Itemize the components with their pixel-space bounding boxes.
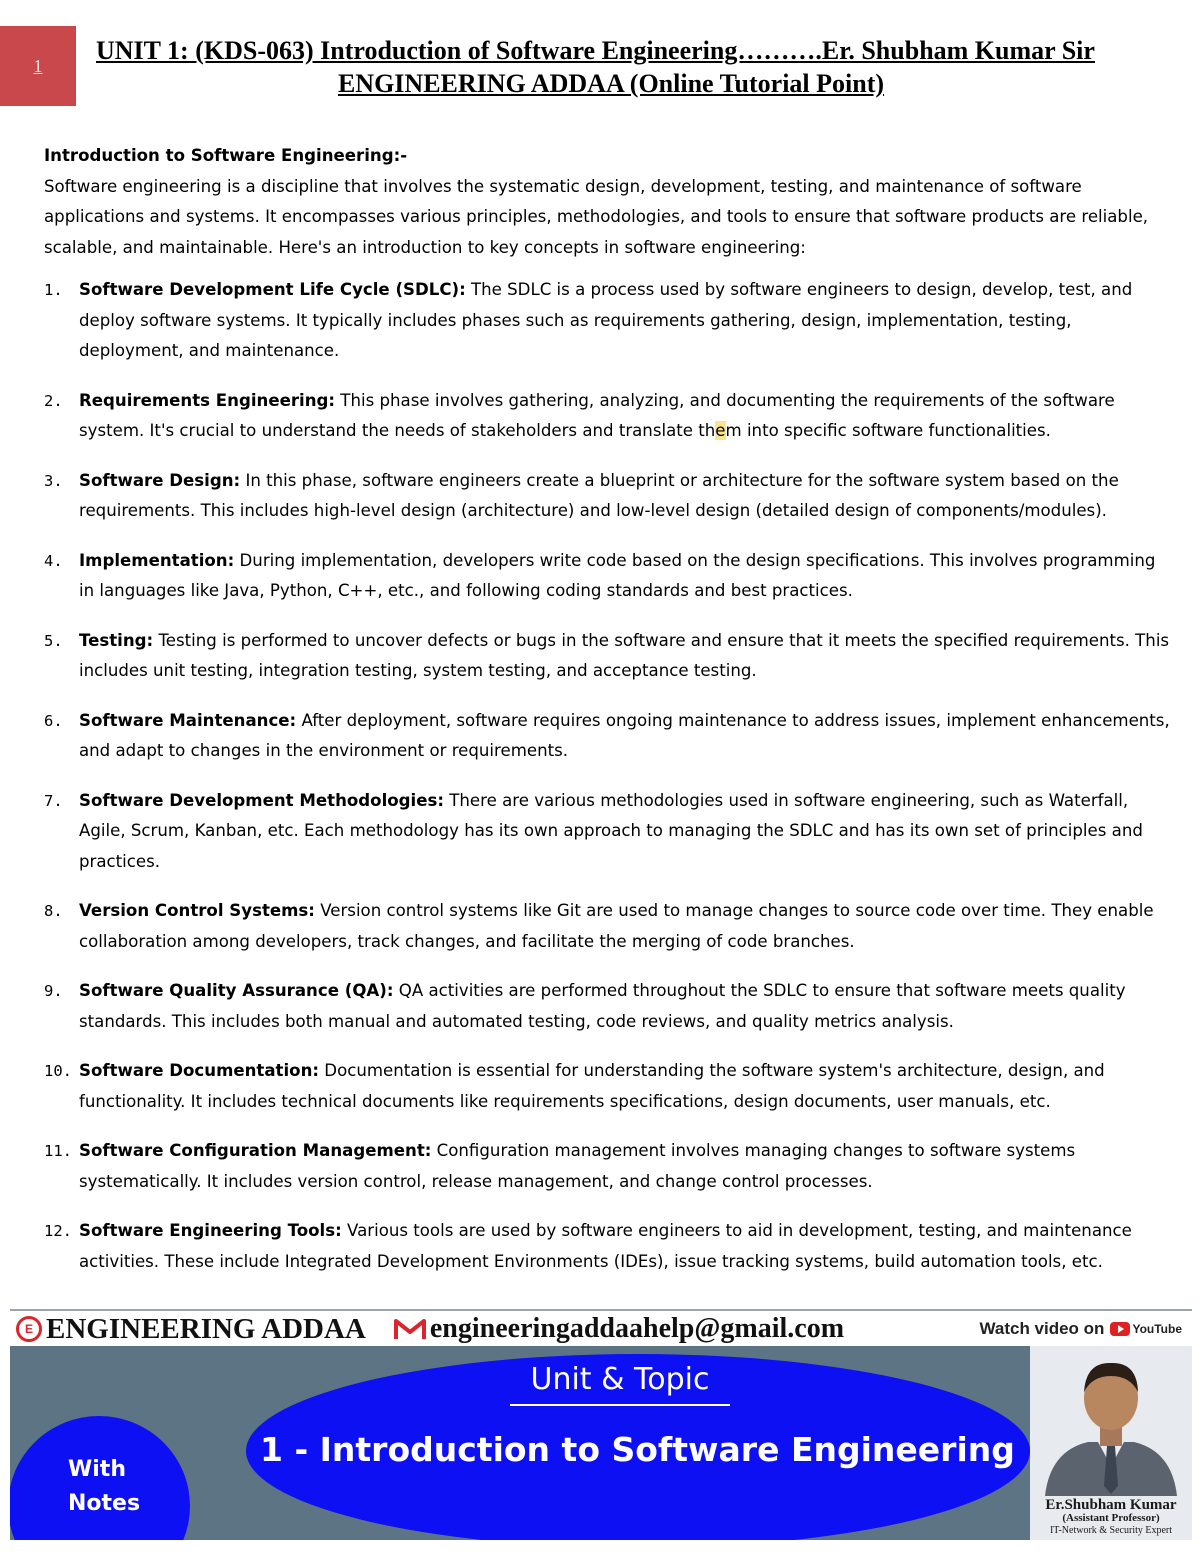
concepts-list — [44, 275, 1174, 1277]
item-number: 1. — [44, 281, 63, 299]
item-text: Various tools are used by software engineers to aid in development, testing, and maintenance activities. These include Integrated Development Environments (IDEs), issue tracking systems, build automation tools, etc. — [79, 1221, 1132, 1271]
item-number: 10. — [44, 1062, 72, 1080]
item-text: During implementation, developers write code based on the design specifications. This involves programming in languages like Java, Python, C++, etc., and following coding standards and best practices. — [79, 550, 1156, 600]
item-text: Configuration management involves managing changes to software systems systematically. It includes version control, release management, and change control processes. — [79, 1141, 1076, 1191]
header-title-line2: ENGINEERING ADDAA (Online Tutorial Point) — [337, 69, 885, 98]
item-number: 5. — [44, 631, 63, 650]
intro-heading: Introduction to Software Engineering:- — [44, 146, 408, 165]
list-item — [44, 466, 1174, 527]
item-term: Requirements Engineering: — [79, 390, 336, 410]
item-number: 2. — [44, 391, 63, 410]
list-item — [44, 976, 1174, 1037]
page-number-badge — [0, 26, 76, 106]
with-notes-badge — [10, 1416, 190, 1540]
list-item — [44, 1136, 1174, 1197]
youtube-logo — [1110, 1322, 1182, 1336]
watch-label: Watch video on — [979, 1319, 1105, 1338]
list-item — [44, 706, 1174, 767]
email-address[interactable]: engineeringaddaahelp@gmail.com — [429, 1313, 845, 1344]
item-text: Testing is performed to uncover defects or bugs in the software and ensure that it meets the specified requirements. This includes unit testing, integration testing, system testing, and acceptance testing. — [79, 630, 1170, 680]
video-banner[interactable] — [10, 1346, 1192, 1540]
instructor-name: Er.Shubham Kumar — [1045, 1497, 1177, 1513]
brand — [16, 1313, 366, 1346]
item-term: Software Configuration Management: — [79, 1141, 432, 1160]
item-text: After deployment, software requires ongoing maintenance to address issues, implement enhancements, and adapt to changes in the environment or requirements. — [79, 710, 1170, 760]
item-text: In this phase, software engineers create a blueprint or architecture for the software system based on the requirements. This includes high-level design (architecture) and low-level design (detailed design of components/modules). — [79, 470, 1119, 520]
page-number: 1 — [33, 55, 43, 76]
list-item — [44, 896, 1174, 957]
item-term: Version Control Systems: — [79, 901, 315, 920]
item-number: 4. — [44, 551, 63, 570]
footer-divider — [10, 1309, 1192, 1311]
instructor-panel — [1030, 1346, 1192, 1540]
item-term: Testing: — [79, 630, 154, 650]
topic-title: 1 - Introduction to Software Engineering — [260, 1430, 1015, 1469]
unit-topic-heading: Unit & Topic — [510, 1360, 730, 1406]
brand-name: ENGINEERING ADDAA — [46, 1312, 366, 1345]
watch-video-link[interactable] — [979, 1319, 1182, 1339]
item-text: QA activities are performed throughout the SDLC to ensure that software meets quality standards. This includes both manual and automated testing, code reviews, and quality metrics analysis. — [79, 981, 1126, 1031]
instructor-expertise: IT-Network & Security Expert — [1049, 1525, 1173, 1536]
item-number: 6. — [44, 711, 63, 730]
item-number: 11. — [44, 1142, 72, 1160]
item-text: Documentation is essential for understanding the software system's architecture, design, and functionality. It includes technical documents like requirements specifications, design documents, user manuals, etc. — [79, 1061, 1105, 1111]
youtube-play-icon — [1110, 1322, 1130, 1336]
item-number: 12. — [44, 1222, 72, 1240]
item-term: Software Engineering Tools: — [79, 1221, 342, 1240]
item-term: Software Development Life Cycle (SDLC): — [79, 280, 466, 299]
with-label: With — [68, 1457, 126, 1482]
list-item — [44, 546, 1174, 607]
item-text: This phase involves gathering, analyzing, and documenting the requirements of the software system. It's crucial to understand the needs of stakeholders and translate th — [79, 390, 1115, 440]
item-number: 3. — [44, 471, 63, 490]
document-body — [44, 141, 1174, 1296]
item-term: Software Maintenance: — [79, 710, 297, 730]
item-text: The SDLC is a process used by software engineers to design, develop, test, and deploy software systems. It typically includes phases such as requirements gathering, design, implementation, testing, deployment, and maintenance. — [79, 280, 1133, 360]
youtube-wordmark: YouTube — [1132, 1322, 1182, 1336]
notes-label: Notes — [68, 1491, 141, 1516]
list-item — [44, 386, 1174, 447]
footer-strip — [10, 1312, 1192, 1346]
item-text: Version control systems like Git are used to manage changes to source code over time. They enable collaboration among developers, track changes, and facilitate the merging of code branches. — [79, 901, 1154, 951]
item-term: Software Development Methodologies: — [79, 790, 444, 810]
item-number: 8. — [44, 902, 63, 920]
item-number: 7. — [44, 791, 63, 810]
item-term: Software Documentation: — [79, 1061, 320, 1080]
list-item — [44, 626, 1174, 687]
brand-logo-icon: E — [16, 1316, 42, 1342]
text-highlight: e — [715, 421, 726, 440]
item-term: Software Quality Assurance (QA): — [79, 981, 394, 1000]
list-item — [44, 1056, 1174, 1117]
item-term: Software Design: — [79, 470, 241, 490]
list-item — [44, 275, 1174, 367]
list-item — [44, 786, 1174, 878]
contact-email[interactable] — [394, 1313, 844, 1345]
item-text: There are various methodologies used in software engineering, such as Waterfall, Agile, Scrum, Kanban, etc. Each methodology has its own approach to managing the SDLC and has its own set of principles and practices. — [79, 790, 1143, 871]
item-term: Implementation: — [79, 550, 235, 570]
document-header — [96, 34, 1186, 100]
gmail-icon — [394, 1317, 426, 1341]
item-text: m into specific software functionalities. — [725, 421, 1051, 440]
intro-paragraph: Software engineering is a discipline that involves the systematic design, development, testing, and maintenance of software applications and systems. It encompasses various principles, methodologies, and tools to ensure that software products are reliable, scalable, and maintainable. Here's an introduction to key concepts in software engineering: — [44, 176, 1149, 257]
instructor-photo — [1030, 1346, 1192, 1496]
instructor-role: (Assistant Professor) — [1062, 1512, 1160, 1524]
item-number: 9. — [44, 982, 63, 1000]
list-item — [44, 1216, 1174, 1277]
header-title-line1: UNIT 1: (KDS-063) Introduction of Software Engineering……….Er. Shubham Kumar Sir — [96, 36, 1095, 65]
